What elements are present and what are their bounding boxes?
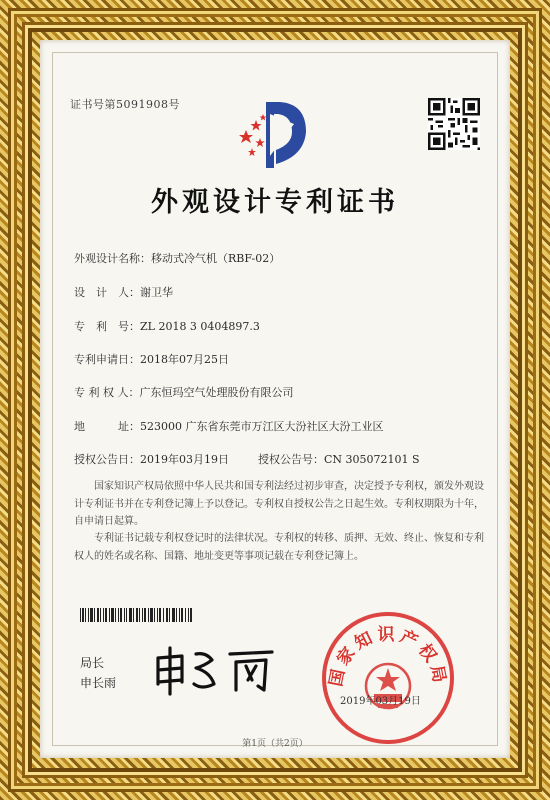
field-patent-number xyxy=(74,318,260,334)
official-seal xyxy=(318,608,458,748)
certificate-title: 外观设计专利证书 xyxy=(151,187,399,218)
field-value: 523000 广东省东莞市万江区大汾社区大汾工业区 xyxy=(140,420,384,433)
director-signature xyxy=(152,644,282,696)
field-value: 广东恒玛空气处理股份有限公司 xyxy=(139,386,294,399)
field-value: 移动式冷气机（RBF-02） xyxy=(151,252,281,265)
director-title: 局长 xyxy=(80,656,105,670)
field-label: 外观设计名称： xyxy=(74,252,151,265)
paragraph-grant-statement: 国家知识产权局依照中华人民共和国专利法经过初步审查，决定授予专利权，颁发外观设计专利证书并在专利登记簿上予以登记。专利权自授权公告之日起生效。专利权期限为十年，自申请日起算。 xyxy=(74,481,484,527)
field-application-date xyxy=(74,351,229,367)
page-number: 第1页（共2页） xyxy=(242,739,308,749)
patent-office-logo xyxy=(236,94,314,174)
field-label: 地 址： xyxy=(74,420,140,433)
field-value: 2019年03月19日 xyxy=(140,453,229,466)
svg-text:国家知识产权局: 国家知识产权局 xyxy=(326,625,450,689)
field-designer xyxy=(74,284,173,300)
certificate-number: 证书号第5091908号 xyxy=(70,98,180,111)
barcode xyxy=(80,608,192,622)
field-label: 专利申请日： xyxy=(74,353,140,366)
field-grant-date xyxy=(74,451,420,467)
field-label: 专 利 号： xyxy=(74,320,140,333)
field-value: 2018年07月25日 xyxy=(140,353,229,366)
announcement-label: 授权公告号： xyxy=(258,453,324,466)
field-label: 专 利 权 人： xyxy=(74,386,140,399)
director-name: 申长雨 xyxy=(80,676,117,690)
field-label: 设 计 人： xyxy=(74,286,140,299)
field-address xyxy=(74,418,384,434)
field-patentee xyxy=(74,384,294,400)
announcement-value: CN 305072101 S xyxy=(324,453,420,466)
paragraph-legal-status: 专利证书记载专利权登记时的法律状况。专利权的转移、质押、无效、终止、恢复和专利权人的姓名或名称、国籍、地址变更等事项记载在专利登记簿上。 xyxy=(74,533,484,562)
field-value: ZL 2018 3 0404897.3 xyxy=(140,320,260,333)
field-design-name xyxy=(74,250,280,266)
seal-date: 2019年03月19日 xyxy=(340,696,421,707)
field-label: 授权公告日： xyxy=(74,453,140,466)
certificate-paper xyxy=(40,40,510,758)
field-value: 谢卫华 xyxy=(140,286,173,299)
qr-code xyxy=(428,98,480,150)
